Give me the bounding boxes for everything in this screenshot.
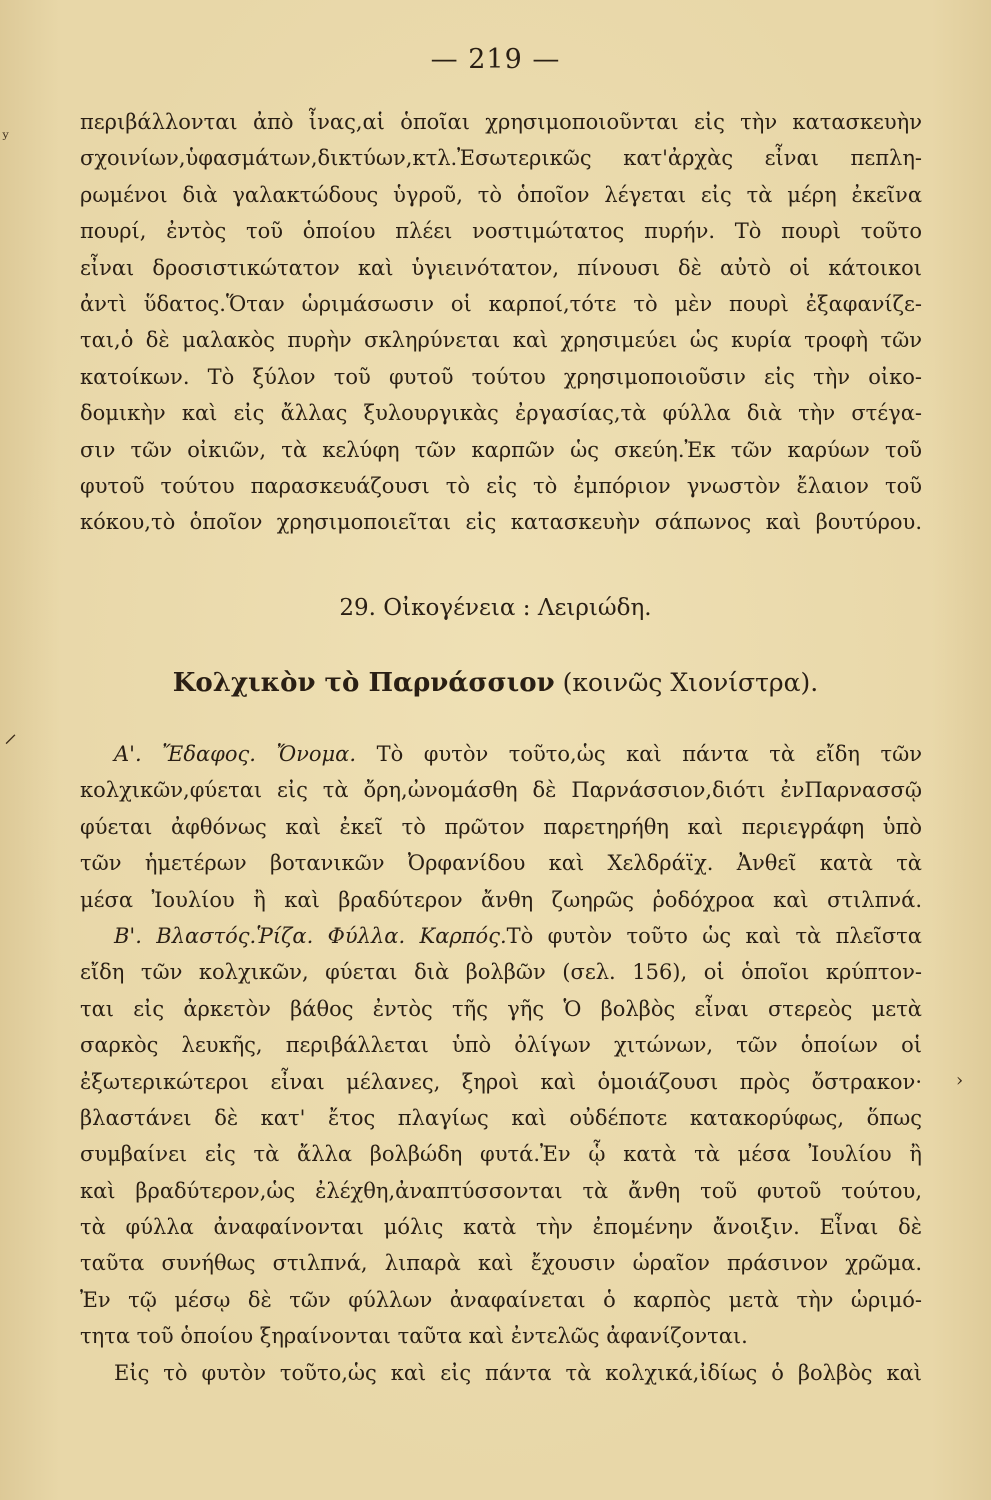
text-line: φύεται ἀφθόνως καὶ ἐκεῖ τὸ πρῶτον παρετηρήθη καὶ περιεγράφη ὑπὸ xyxy=(80,814,922,839)
section-a-label: Α'. Ἔδαφος. Ὄνομα. xyxy=(114,742,357,766)
section-b-first-line xyxy=(80,918,922,954)
text-line: κόκου,τὸ ὁποῖον χρησιμοποιεῖται εἰς κατασκευὴν σάπωνος καὶ βουτύρου. xyxy=(80,510,922,535)
text-line: δομικὴν καὶ εἰς ἄλλας ξυλουργικὰς ἐργασίας,τὰ φύλλα διὰ τὴν στέγα- xyxy=(80,401,922,426)
family-heading: 29. Οἰκογένεια : Λειριώδη. xyxy=(339,595,652,621)
text-line: κολχικῶν,φύεται εἰς τὰ ὄρη,ὠνομάσθη δὲ Παρνάσσιον,διότι ἐνΠαρνασσῷ xyxy=(80,778,922,803)
text-line: εἶναι δροσιστικώτατον καὶ ὑγιεινότατον, πίνουσι δὲ αὐτὸ οἱ κάτοικοι xyxy=(80,255,922,280)
species-title-common-name: (κοινῶς Χιονίστρα). xyxy=(554,668,819,697)
text-line: φυτοῦ τούτου παρασκευάζουσι τὸ εἰς τὸ ἐμπόριον γνωστὸν ἔλαιον τοῦ xyxy=(80,473,922,498)
margin-mark-icon: ⸝ xyxy=(4,719,18,749)
section-a-first-line xyxy=(80,736,922,772)
text-line: ρωμένοι διὰ γαλακτώδους ὑγροῦ, τὸ ὁποῖον λέγεται εἰς τὰ μέρη ἐκεῖνα xyxy=(80,182,922,207)
paragraph-sections xyxy=(80,736,922,1391)
text-line: περιβάλλονται ἀπὸ ἶνας,αἱ ὁποῖαι χρησιμοποιοῦνται εἰς τὴν κατασκευὴν xyxy=(80,110,922,134)
species-title xyxy=(0,668,991,698)
text-line: μέσα Ἰουλίου ἢ καὶ βραδύτερον ἄνθη ζωηρῶς ῥοδόχροα καὶ στιλπνά. xyxy=(80,887,922,912)
text-line: τὰ φύλλα ἀναφαίνονται μόλις κατὰ τὴν ἐπομένην ἄνοιξιν. Εἶναι δὲ xyxy=(80,1215,922,1240)
text-line: πουρί, ἐντὸς τοῦ ὁποίου πλέει νοστιμώτατος πυρήν. Τὸ πουρὶ τοῦτο xyxy=(80,219,922,244)
text-line: ταῦτα συνήθως στιλπνά, λιπαρὰ καὶ ἔχουσιν ὡραῖον πράσινον χρῶμα. xyxy=(80,1251,922,1276)
section-b-label: Β'. Βλαστός.Ῥίζα. Φύλλα. Καρπός. xyxy=(114,923,507,948)
page-number: — 219 — xyxy=(430,44,561,75)
text-line: καὶ βραδύτερον,ὡς ἐλέχθη,ἀναπτύσσονται τὰ ἄνθη τοῦ φυτοῦ τούτου, xyxy=(80,1178,922,1203)
section-a-first-text: Τὸ φυτὸν τοῦτο,ὡς καὶ πάντα τὰ εἴδη τῶν xyxy=(356,742,922,766)
text-line: Ἐν τῷ μέσῳ δὲ τῶν φύλλων ἀναφαίνεται ὁ καρπὸς μετὰ τὴν ὡριμό- xyxy=(80,1287,922,1312)
margin-mark-icon: › xyxy=(956,1070,964,1091)
text-line: κατοίκων. Τὸ ξύλον τοῦ φυτοῦ τούτου χρησιμοποιοῦσιν εἰς τὴν οἰκο- xyxy=(80,364,922,389)
text-line: βλαστάνει δὲ κατ' ἔτος πλαγίως καὶ οὐδέποτε κατακορύφως, ὅπως xyxy=(80,1105,922,1130)
text-line: σαρκὸς λευκῆς, περιβάλλεται ὑπὸ ὀλίγων χιτώνων, τῶν ὁποίων οἱ xyxy=(80,1033,922,1058)
text-line: ται εἰς ἀρκετὸν βάθος ἐντὸς τῆς γῆς Ὁ βολβὸς εἶναι στερεὸς μετὰ xyxy=(80,996,922,1021)
text-line: ἐξωτερικώτεροι εἶναι μέλανες, ξηροὶ καὶ ὁμοιάζουσι πρὸς ὄστρακον· xyxy=(80,1069,922,1094)
margin-mark-icon: ʸ xyxy=(2,128,10,149)
text-line: εἴδη τῶν κολχικῶν, φύεται διὰ βολβῶν (σελ. 156), οἱ ὁποῖοι κρύπτον- xyxy=(80,960,922,985)
text-line: τητα τοῦ ὁποίου ξηραίνονται ταῦτα καὶ ἐντελῶς ἀφανίζονται. xyxy=(80,1324,748,1349)
closing-line: Εἰς τὸ φυτὸν τοῦτο,ὡς καὶ εἰς πάντα τὰ κολχικά,ἰδίως ὁ βολβὸς καὶ xyxy=(114,1360,922,1385)
text-line: συμβαίνει εἰς τὰ ἄλλα βολβώδη φυτά.Ἐν ᾧ κατὰ τὰ μέσα Ἰουλίου ἢ xyxy=(80,1142,922,1167)
species-title-name: Κολχικὸν τὸ Παρνάσσιον xyxy=(172,668,555,698)
text-line: τῶν ἡμετέρων βοτανικῶν Ὀρφανίδου καὶ Χελδράϊχ. Ἀνθεῖ κατὰ τὰ xyxy=(80,851,922,876)
text-line: ται,ὁ δὲ μαλακὸς πυρὴν σκληρύνεται καὶ χρησιμεύει ὡς κυρία τροφὴ τῶν xyxy=(80,328,922,353)
text-line: σχοινίων,ὑφασμάτων,δικτύων,κτλ.Ἐσωτερικῶς κατ'ἀρχὰς εἶναι πεπλη- xyxy=(80,146,922,171)
text-line: ἀντὶ ὕδατος.Ὅταν ὡριμάσωσιν οἱ καρποί,τότε τὸ μὲν πουρὶ ἐξαφανίζε- xyxy=(80,291,922,316)
paragraph-coconut-continuation xyxy=(80,104,922,541)
section-b-first-text: Τὸ φυτὸν τοῦτο ὡς καὶ τὰ πλεῖστα xyxy=(506,923,922,948)
text-line: σιν τῶν οἰκιῶν, τὰ κελύφη τῶν καρπῶν ὡς σκεύη.Ἐκ τῶν καρύων τοῦ xyxy=(80,437,922,462)
